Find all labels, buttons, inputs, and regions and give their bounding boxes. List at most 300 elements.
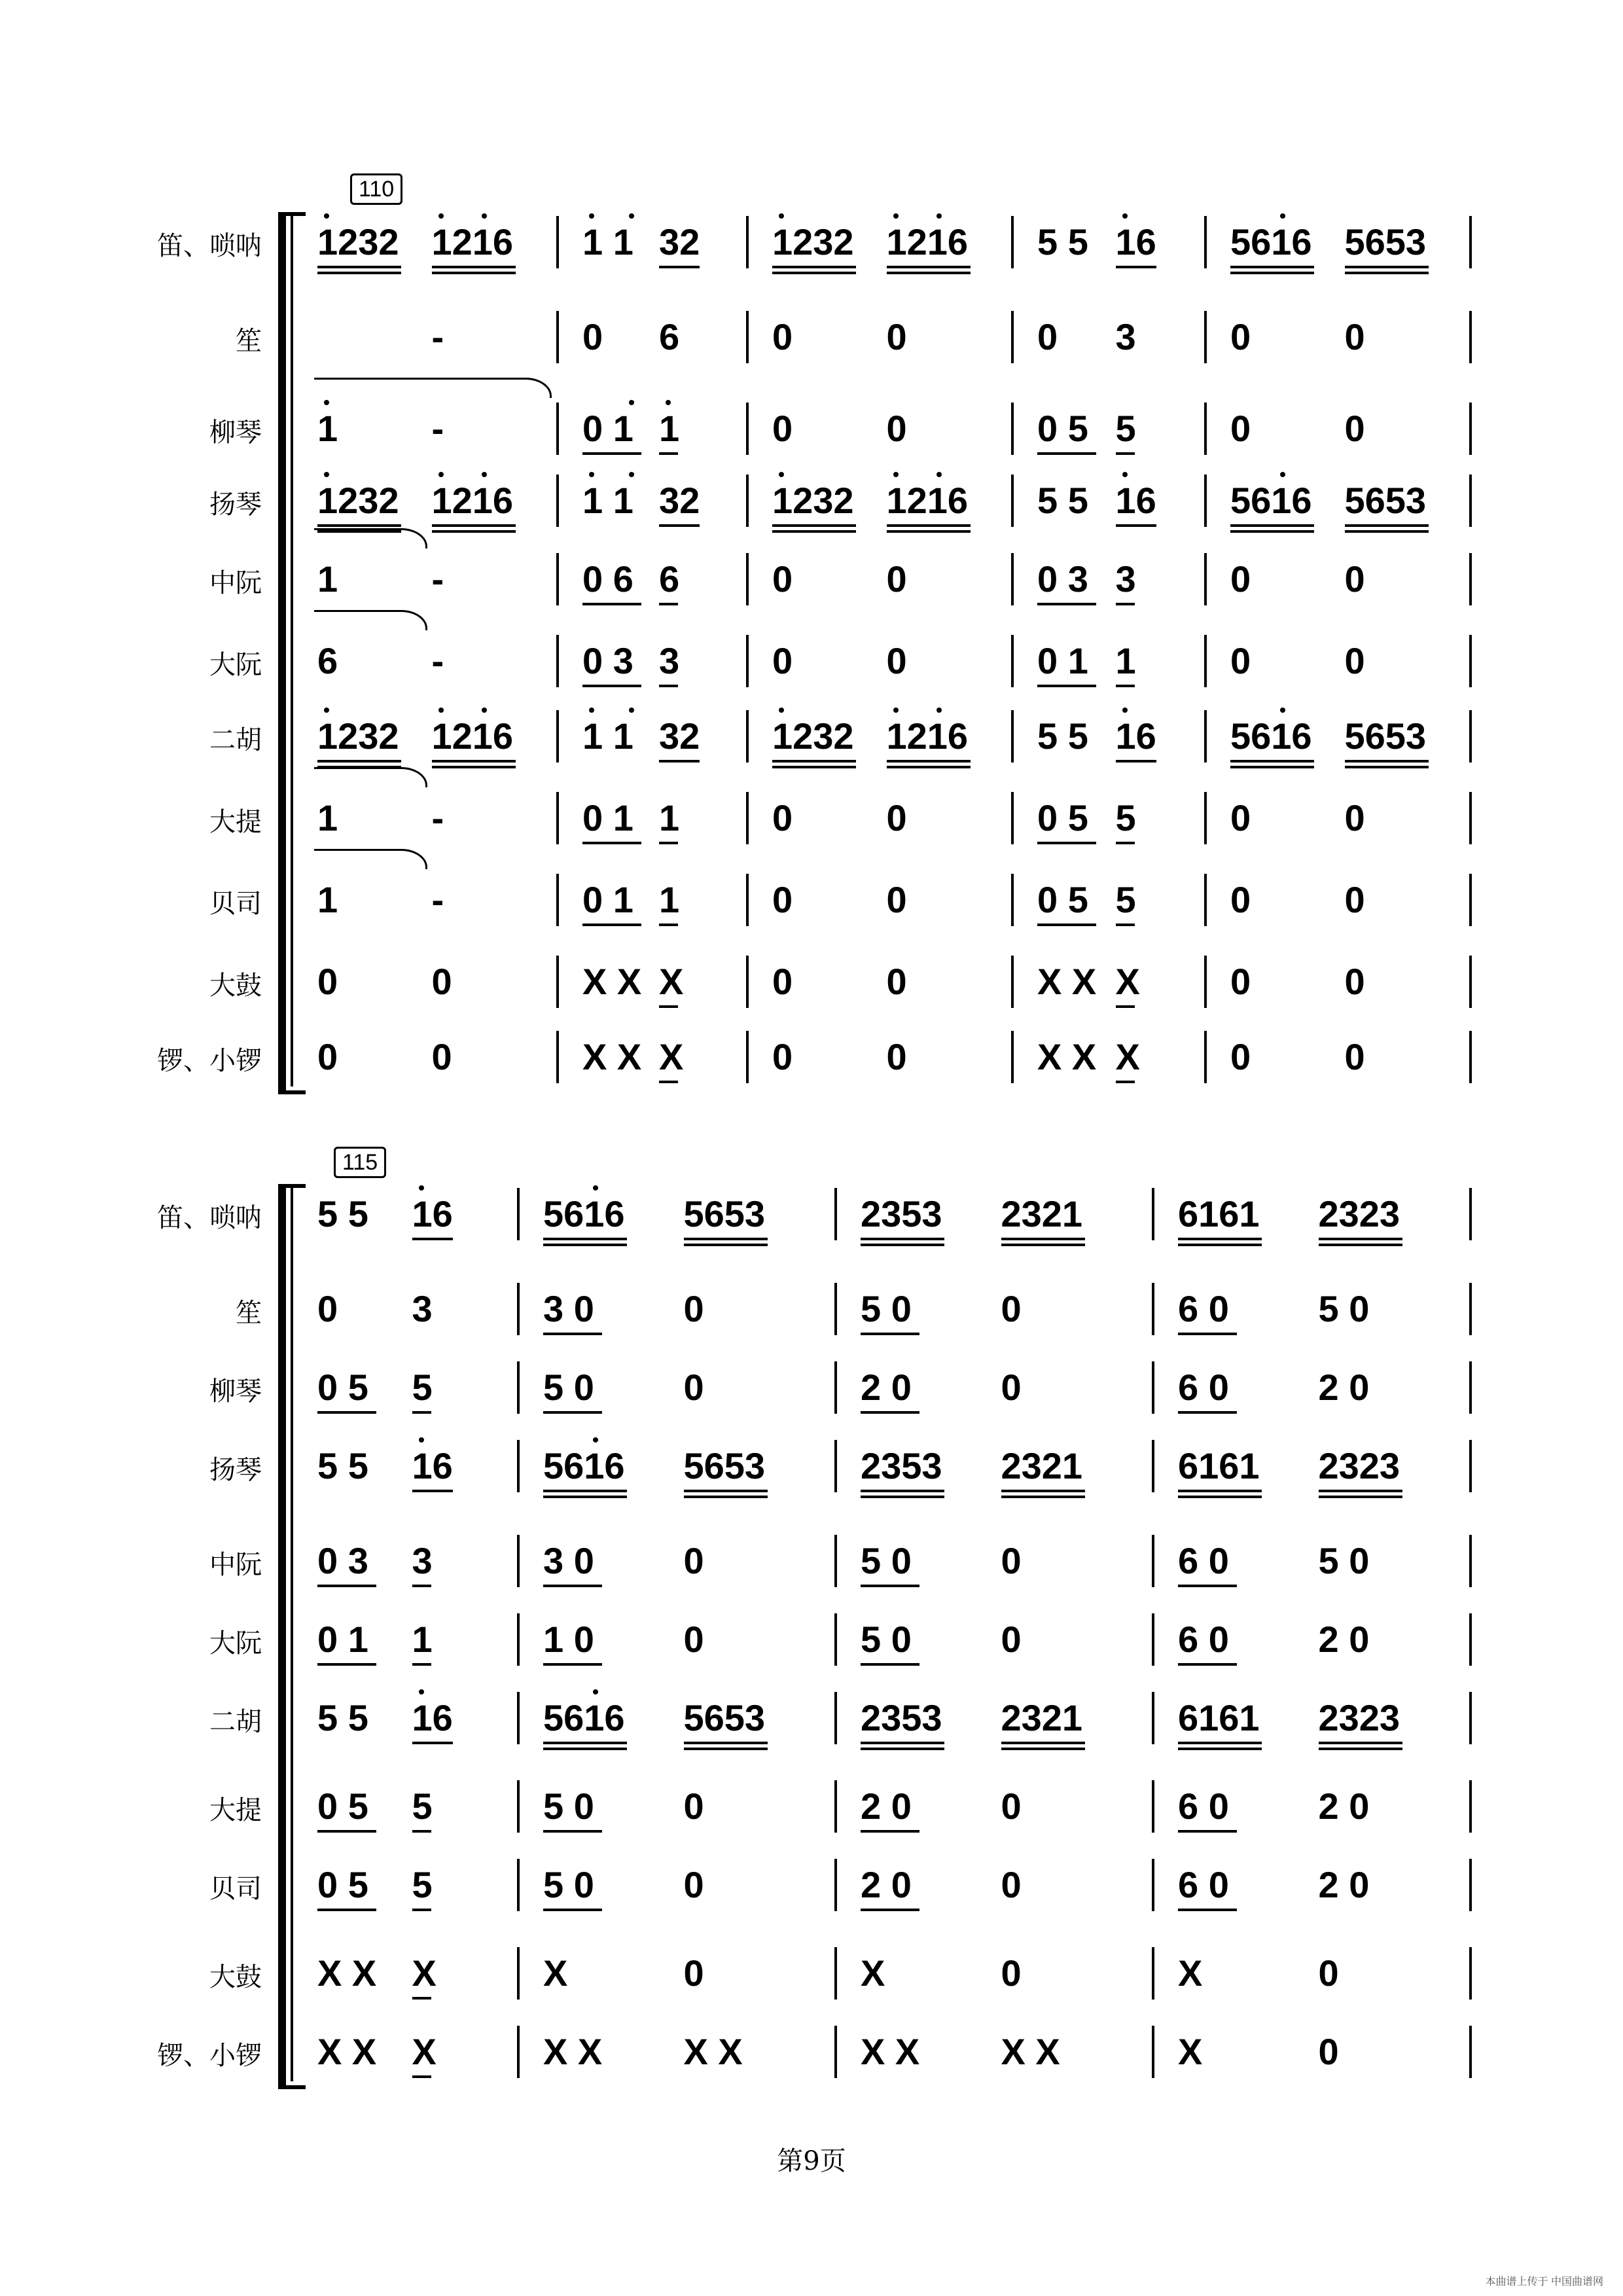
note-group: 5653 [1344, 480, 1427, 521]
note-group: 0 [772, 797, 793, 838]
note-group-underline [317, 760, 401, 762]
barline [746, 553, 749, 605]
note-group-underline [582, 603, 641, 605]
note-group-high-dot [936, 708, 942, 713]
note-group: 0 [772, 640, 793, 681]
note-group: X X [582, 1036, 642, 1077]
note-group: 0 [683, 1288, 704, 1329]
note-group-underline [1116, 1081, 1135, 1083]
note-group: 0 [1344, 558, 1365, 600]
note-group-underline [772, 530, 856, 533]
note-group-underline [1345, 266, 1429, 268]
instrument-label: 笛、唢呐 [157, 1203, 262, 1233]
note-group-underline [412, 1742, 453, 1744]
barline [1469, 1535, 1472, 1587]
note-group: 0 [683, 1540, 704, 1581]
barline [517, 1692, 520, 1744]
barline [1469, 635, 1472, 687]
barline [1469, 710, 1472, 762]
note-group-underline [543, 1748, 627, 1750]
note-group: 5 0 [543, 1367, 594, 1408]
note-group: 6 0 [1178, 1785, 1229, 1827]
note-group-underline [412, 1411, 431, 1414]
note-group: 1 [659, 408, 680, 449]
note-group: 0 [1037, 316, 1058, 357]
note-group-underline [432, 530, 516, 533]
note-group-underline [1001, 1748, 1085, 1750]
note-group-underline [887, 266, 971, 268]
bracket-hook-top [278, 212, 306, 225]
note-group: 0 [582, 316, 603, 357]
note-group: 1216 [431, 221, 514, 262]
note-group-high-dot [593, 1185, 598, 1191]
barline [1469, 1283, 1472, 1335]
note-group: 32 [659, 480, 700, 521]
note-group: 0 5 [317, 1864, 368, 1905]
note-group-high-dot [593, 1437, 598, 1443]
note-group: 2 0 [1318, 1367, 1370, 1408]
note-group: 6 0 [1178, 1288, 1229, 1329]
note-group-underline [1230, 760, 1314, 762]
note-group: 5653 [683, 1193, 766, 1234]
barline [1152, 1361, 1154, 1414]
note-group: 0 [1230, 408, 1251, 449]
instrument-label: 锣、小锣 [157, 1046, 262, 1076]
note-group-high-dot [1122, 472, 1128, 477]
note-group: 5 5 [1037, 480, 1088, 521]
note-group-underline [1116, 452, 1135, 455]
note-group: - [431, 879, 444, 920]
note-group-high-dot [779, 213, 784, 219]
barline [834, 1440, 837, 1492]
note-group: 1232 [772, 715, 854, 757]
barline [1011, 403, 1014, 455]
note-group: 32 [659, 715, 700, 757]
note-group-underline [659, 452, 678, 455]
note-group-underline [861, 1490, 944, 1492]
note-group: 16 [412, 1193, 453, 1234]
note-group-underline [1037, 685, 1096, 687]
note-group: 0 [1344, 961, 1365, 1002]
note-group-underline [1178, 1496, 1262, 1498]
note-group-high-dot [324, 400, 329, 405]
note-group-underline [659, 760, 700, 762]
barline [1011, 216, 1014, 268]
note-group-underline [861, 1748, 944, 1750]
note-group: 2353 [861, 1193, 942, 1234]
note-group: 2 0 [861, 1864, 912, 1905]
note-group: 0 [1318, 1952, 1339, 1994]
note-group-underline [543, 1585, 602, 1587]
barline [1204, 710, 1207, 762]
note-group: 0 [683, 1785, 704, 1827]
note-group-high-dot [419, 1437, 424, 1443]
instrument-label: 大鼓 [209, 1962, 262, 1992]
tie-arc [314, 378, 552, 398]
note-group: 1232 [317, 221, 399, 262]
note-group: 6161 [1178, 1697, 1260, 1738]
note-group-underline [1230, 266, 1314, 268]
note-group-high-dot [482, 213, 487, 219]
note-group-underline [582, 452, 641, 455]
barline [556, 216, 559, 268]
note-group: 3 0 [543, 1540, 594, 1581]
measure-number: 110 [350, 173, 402, 205]
note-group-underline [1116, 1005, 1135, 1008]
note-group: 0 [1001, 1540, 1022, 1581]
barline [556, 874, 559, 926]
note-group-underline [1178, 1742, 1262, 1744]
barline [556, 403, 559, 455]
note-group-underline [317, 1411, 376, 1414]
bracket-hook-top [278, 1184, 306, 1197]
note-group: 0 5 [317, 1785, 368, 1827]
note-group-underline [1230, 530, 1314, 533]
note-group-underline [432, 766, 516, 768]
instrument-label: 大提 [209, 807, 262, 837]
note-group-high-dot [1280, 213, 1285, 219]
note-group-underline [317, 266, 401, 268]
note-group: 2321 [1001, 1697, 1083, 1738]
note-group-underline [317, 1663, 376, 1666]
note-group: 5 0 [861, 1540, 912, 1581]
note-group: 16 [412, 1697, 453, 1738]
note-group-high-dot [779, 708, 784, 713]
note-group-underline [1178, 1244, 1262, 1246]
note-group-high-dot [593, 1689, 598, 1695]
instrument-label: 笙 [236, 326, 262, 356]
note-group: 0 [683, 1367, 704, 1408]
note-group-underline [684, 1490, 768, 1492]
instrument-label: 扬琴 [209, 490, 262, 520]
note-group: X [861, 1952, 885, 1994]
note-group-underline [887, 760, 971, 762]
note-group: 6161 [1178, 1445, 1260, 1486]
note-group: X X [1037, 961, 1097, 1002]
note-group: 0 3 [1037, 558, 1088, 600]
note-group-high-dot [324, 213, 329, 219]
barline [1469, 311, 1472, 363]
note-group: X X [1001, 2031, 1060, 2072]
barline [746, 1031, 749, 1083]
note-group-high-dot [629, 708, 634, 713]
note-group: 5 [1115, 797, 1136, 838]
note-group-high-dot [779, 472, 784, 477]
bracket-hook-bottom [278, 2076, 306, 2089]
note-group-underline [1116, 524, 1156, 527]
note-group: 1 0 [543, 1619, 594, 1660]
note-group-underline [861, 1238, 944, 1240]
note-group-underline [659, 266, 700, 268]
barline [1152, 1692, 1154, 1744]
system-bracket-line [291, 216, 293, 1086]
note-group: 0 [1001, 1367, 1022, 1408]
note-group-underline [1319, 1238, 1402, 1240]
note-group-underline [432, 266, 516, 268]
note-group: 0 [1344, 408, 1365, 449]
note-group: 0 [886, 558, 907, 600]
note-group: 5 [412, 1367, 433, 1408]
note-group-underline [412, 2075, 431, 2078]
note-group-underline [659, 1081, 678, 1083]
note-group: 1232 [317, 715, 399, 757]
note-group-underline [861, 1742, 944, 1744]
note-group: 1 [317, 797, 338, 838]
note-group: 3 [412, 1540, 433, 1581]
note-group-underline [1319, 1748, 1402, 1750]
note-group-underline [1345, 272, 1429, 274]
note-group-high-dot [1280, 708, 1285, 713]
note-group-underline [432, 760, 516, 762]
note-group: 0 [1344, 797, 1365, 838]
note-group-underline [861, 1909, 919, 1911]
barline [1204, 956, 1207, 1008]
system-bracket-line [291, 1188, 293, 2081]
note-group: 0 5 [1037, 797, 1088, 838]
note-group-underline [543, 1411, 602, 1414]
instrument-label: 扬琴 [209, 1455, 262, 1485]
note-group-underline [317, 1909, 376, 1911]
note-group: 6 0 [1178, 1367, 1229, 1408]
note-group: 5616 [1230, 715, 1312, 757]
note-group: 5653 [1344, 715, 1427, 757]
note-group-underline [543, 1742, 627, 1744]
note-group: 5 5 [317, 1445, 368, 1486]
note-group-high-dot [936, 213, 942, 219]
instrument-label: 柳琴 [209, 418, 262, 448]
barline [517, 1947, 520, 2000]
note-group: - [431, 408, 444, 449]
note-group: 2323 [1318, 1193, 1400, 1234]
instrument-label: 大阮 [209, 650, 262, 680]
barline [834, 1692, 837, 1744]
barline [1469, 1947, 1472, 2000]
note-group: 0 [886, 961, 907, 1002]
note-group: 0 [1230, 961, 1251, 1002]
note-group-underline [1116, 760, 1156, 762]
note-group: 0 [886, 1036, 907, 1077]
barline [746, 874, 749, 926]
note-group-underline [1319, 1496, 1402, 1498]
barline [1011, 874, 1014, 926]
note-group-underline [317, 524, 401, 527]
barline [1469, 475, 1472, 527]
barline [746, 635, 749, 687]
instrument-label: 中阮 [209, 1550, 262, 1580]
note-group-high-dot [589, 472, 594, 477]
note-group: X X [317, 2031, 377, 2072]
note-group-underline [1230, 524, 1314, 527]
note-group: 2353 [861, 1445, 942, 1486]
note-group-high-dot [629, 472, 634, 477]
instrument-label: 贝司 [209, 1874, 262, 1904]
note-group-high-dot [324, 708, 329, 713]
note-group: X [659, 1036, 684, 1077]
note-group: 2 0 [861, 1367, 912, 1408]
note-group-underline [861, 1585, 919, 1587]
note-group: 6 [659, 316, 680, 357]
note-group: 5616 [1230, 480, 1312, 521]
note-group: 5616 [543, 1193, 625, 1234]
system-bracket [278, 216, 286, 1086]
note-group-underline [1116, 603, 1135, 605]
instrument-label: 锣、小锣 [157, 2041, 262, 2071]
barline [1011, 635, 1014, 687]
note-group: 0 [431, 961, 452, 1002]
barline [1011, 1031, 1014, 1083]
note-group-underline [1001, 1496, 1085, 1498]
note-group: 0 [1230, 1036, 1251, 1077]
barline [556, 475, 559, 527]
note-group: 0 [1344, 316, 1365, 357]
note-group: 0 5 [1037, 879, 1088, 920]
barline [1469, 1780, 1472, 1833]
note-group: 0 [683, 1864, 704, 1905]
note-group: 32 [659, 221, 700, 262]
note-group: 0 [1001, 1952, 1022, 1994]
note-group-underline [1037, 924, 1096, 926]
note-group: 0 3 [317, 1540, 368, 1581]
note-group-underline [1116, 685, 1135, 687]
note-group-underline [684, 1748, 768, 1750]
note-group: X X [543, 2031, 603, 2072]
note-group-underline [543, 1496, 627, 1498]
note-group: X [412, 1952, 437, 1994]
note-group-underline [412, 1663, 431, 1666]
barline [1011, 311, 1014, 363]
note-group-high-dot [438, 213, 444, 219]
note-group-underline [1001, 1238, 1085, 1240]
note-group-underline [412, 1997, 431, 2000]
note-group: 0 [772, 408, 793, 449]
note-group: 6161 [1178, 1193, 1260, 1234]
note-group: 1216 [886, 221, 969, 262]
note-group-underline [412, 1909, 431, 1911]
note-group-underline [543, 1333, 602, 1335]
note-group: X X [683, 2031, 743, 2072]
barline [834, 1780, 837, 1833]
note-group-high-dot [936, 472, 942, 477]
note-group-underline [1345, 530, 1429, 533]
note-group-high-dot [589, 213, 594, 219]
barline [834, 1947, 837, 2000]
barline [746, 311, 749, 363]
note-group: 0 1 [1037, 640, 1088, 681]
note-group-underline [412, 1238, 453, 1240]
note-group-underline [317, 272, 401, 274]
note-group-underline [772, 760, 856, 762]
note-group: 2323 [1318, 1697, 1400, 1738]
note-group-underline [861, 1333, 919, 1335]
note-group: X X [317, 1952, 377, 1994]
barline [1469, 956, 1472, 1008]
barline [1011, 956, 1014, 1008]
note-group: 0 1 [582, 797, 633, 838]
note-group: 5 0 [543, 1864, 594, 1905]
note-group-underline [1178, 1748, 1262, 1750]
note-group-underline [1116, 842, 1135, 844]
note-group-underline [861, 1411, 919, 1414]
barline [1469, 2026, 1472, 2078]
note-group-underline [659, 685, 678, 687]
note-group-underline [684, 1244, 768, 1246]
note-group-underline [1319, 1490, 1402, 1492]
note-group: 6 0 [1178, 1619, 1229, 1660]
note-group-high-dot [419, 1185, 424, 1191]
note-group: 16 [1115, 221, 1156, 262]
note-group-underline [1001, 1244, 1085, 1246]
note-group: 0 [317, 1036, 338, 1077]
note-group-underline [543, 1830, 602, 1833]
note-group: 5 5 [1037, 715, 1088, 757]
note-group: 5616 [1230, 221, 1312, 262]
note-group-underline [684, 1496, 768, 1498]
barline [1469, 1859, 1472, 1911]
barline [1469, 1692, 1472, 1744]
barline [1469, 1031, 1472, 1083]
note-group: 0 [772, 879, 793, 920]
barline [746, 710, 749, 762]
note-group-underline [1178, 1909, 1237, 1911]
barline [834, 2026, 837, 2078]
note-group-underline [1037, 603, 1096, 605]
note-group-underline [543, 1663, 602, 1666]
note-group: 0 1 [317, 1619, 368, 1660]
note-group-underline [432, 524, 516, 527]
note-group-underline [1178, 1238, 1262, 1240]
note-group-underline [1178, 1663, 1237, 1666]
note-group: 1216 [886, 715, 969, 757]
note-group: 3 0 [543, 1288, 594, 1329]
note-group: 1 [1115, 640, 1136, 681]
note-group: 5 0 [861, 1619, 912, 1660]
note-group-high-dot [1280, 472, 1285, 477]
note-group-underline [412, 1585, 431, 1587]
note-group-underline [1178, 1490, 1262, 1492]
note-group-underline [861, 1496, 944, 1498]
note-group: 2321 [1001, 1445, 1083, 1486]
note-group-high-dot [893, 472, 899, 477]
barline [1204, 1031, 1207, 1083]
barline [746, 475, 749, 527]
note-group-high-dot [419, 1689, 424, 1695]
barline [1152, 1188, 1154, 1240]
note-group: 1 1 [582, 715, 633, 757]
note-group-high-dot [893, 213, 899, 219]
note-group-underline [1037, 452, 1096, 455]
note-group: 0 [1230, 316, 1251, 357]
note-group: X [543, 1952, 568, 1994]
note-group: 0 [1001, 1785, 1022, 1827]
barline [517, 2026, 520, 2078]
note-group: - [431, 558, 444, 600]
note-group: 6 0 [1178, 1864, 1229, 1905]
instrument-label: 二胡 [209, 725, 262, 755]
note-group: 1 [412, 1619, 433, 1660]
note-group: 0 [1344, 1036, 1365, 1077]
note-group: 5 0 [1318, 1540, 1370, 1581]
note-group: 5653 [1344, 221, 1427, 262]
note-group: 5 5 [317, 1193, 368, 1234]
note-group-underline [412, 1490, 453, 1492]
note-group: 5616 [543, 1445, 625, 1486]
note-group-underline [1230, 766, 1314, 768]
note-group: 6 [317, 640, 338, 681]
note-group: 5653 [683, 1697, 766, 1738]
note-group-underline [1319, 1742, 1402, 1744]
note-group: 1 1 [582, 480, 633, 521]
note-group: 5 0 [861, 1288, 912, 1329]
